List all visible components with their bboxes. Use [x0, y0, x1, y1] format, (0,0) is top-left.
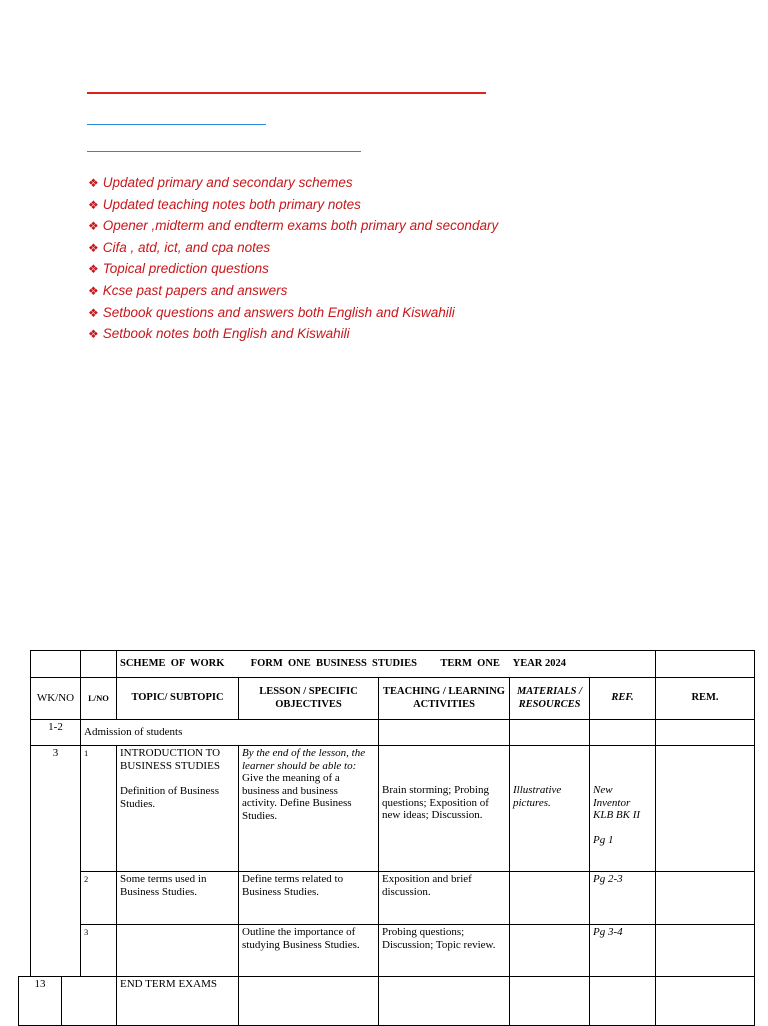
header-rem: REM.	[656, 678, 755, 720]
header-lno: L/NO	[81, 678, 117, 720]
table-row	[19, 977, 755, 1026]
header-wk: WK/NO	[31, 678, 81, 720]
promo-item: ❖ Kcse past papers and answers	[88, 282, 288, 298]
resources-cell	[510, 746, 590, 872]
empty-cell	[656, 746, 755, 872]
header-resources: MATERIALS / RESOURCES	[510, 678, 590, 720]
empty-cell	[510, 720, 590, 746]
empty-cell	[62, 977, 117, 1026]
lesson-number: 3	[81, 925, 117, 977]
ref-cell	[590, 746, 656, 872]
red-rule	[87, 92, 486, 94]
week-cell: 13	[19, 977, 62, 1026]
subtopic-text: Definition of Business Studies.	[120, 785, 219, 810]
empty-cell	[656, 872, 755, 925]
diamond-bullet-icon: ❖	[88, 176, 99, 190]
promo-item: ❖ Setbook notes both English and Kiswahili	[88, 326, 350, 342]
end-term-text: END TERM EXAMS	[117, 977, 239, 1026]
ref-page: Pg 1	[593, 833, 614, 846]
scheme-title: SCHEME OF WORK FORM ONE BUSINESS STUDIES TERM ONE YEAR 2024	[117, 651, 656, 678]
scheme-of-work-table	[30, 650, 755, 977]
diamond-bullet-icon: ❖	[88, 283, 99, 298]
header-row	[31, 678, 755, 720]
resources-text: Illustrative pictures.	[513, 784, 562, 809]
diamond-bullet-icon: ❖	[88, 240, 99, 255]
empty-cell	[590, 720, 656, 746]
promo-item: ❖ Topical prediction questions	[88, 261, 269, 277]
topic-cell	[117, 746, 239, 872]
promo-item: ❖ Opener ,midterm and endterm exams both primary and secondary	[88, 218, 499, 234]
promo-item: ❖ Setbook questions and answers both English and Kiswahili	[88, 304, 455, 320]
title-row	[31, 651, 755, 678]
objectives-text: Give the meaning of a business and business activity. Define Business Studies.	[242, 772, 352, 822]
empty-cell	[656, 925, 755, 977]
ref-cell: Pg 2-3	[590, 872, 656, 925]
activities-cell: Probing questions; Discussion; Topic review.	[379, 925, 510, 977]
objectives-cell	[239, 746, 379, 872]
empty-cell	[510, 872, 590, 925]
activities-cell: Exposition and brief discussion.	[379, 872, 510, 925]
promo-item: ❖ Updated teaching notes both primary notes	[88, 196, 361, 212]
week-cell: 3	[31, 746, 81, 977]
empty-cell	[379, 720, 510, 746]
header-ref: REF.	[590, 678, 656, 720]
lesson-number: 2	[81, 872, 117, 925]
lesson-number: 1	[81, 746, 117, 872]
week-cell: 1-2	[31, 720, 81, 746]
title-blank-cell	[81, 651, 117, 678]
admission-text: Admission of students	[81, 720, 379, 746]
table-row	[31, 925, 755, 977]
empty-cell	[510, 925, 590, 977]
header-topic: TOPIC/ SUBTOPIC	[117, 678, 239, 720]
empty-cell	[656, 720, 755, 746]
empty-cell	[590, 977, 656, 1026]
promo-item: ❖ Cifa , atd, ict, and cpa notes	[88, 239, 271, 255]
blue-rule	[87, 124, 266, 125]
empty-cell	[379, 977, 510, 1026]
empty-cell	[239, 977, 379, 1026]
topic-title: INTRODUCTION TO BUSINESS STUDIES	[120, 747, 221, 772]
diamond-bullet-icon: ❖	[88, 219, 99, 234]
table-row	[31, 872, 755, 925]
activities-text: Brain storming; Probing questions; Exposition of new ideas; Discussion.	[382, 784, 489, 821]
green-rule	[87, 151, 361, 152]
header-objectives: LESSON / SPECIFIC OBJECTIVES	[239, 678, 379, 720]
activities-cell	[379, 746, 510, 872]
diamond-bullet-icon: ❖	[88, 305, 99, 320]
ref-cell: Pg 3-4	[590, 925, 656, 977]
promo-item: ❖ Updated primary and secondary schemes	[88, 175, 353, 190]
title-blank-cell	[656, 651, 755, 678]
objectives-cell: Outline the importance of studying Business Studies.	[239, 925, 379, 977]
objectives-cell: Define terms related to Business Studies.	[239, 872, 379, 925]
empty-cell	[656, 977, 755, 1026]
topic-cell: Some terms used in Business Studies.	[117, 872, 239, 925]
end-term-row-table	[18, 976, 755, 1026]
table-row	[31, 746, 755, 872]
objectives-intro: By the end of the lesson, the learner should be able to:	[242, 747, 366, 772]
table-row	[31, 720, 755, 746]
diamond-bullet-icon: ❖	[88, 262, 99, 277]
empty-cell	[117, 925, 239, 977]
diamond-bullet-icon: ❖	[88, 197, 99, 212]
title-blank-cell	[31, 651, 81, 678]
header-activities: TEACHING / LEARNING ACTIVITIES	[379, 678, 510, 720]
empty-cell	[510, 977, 590, 1026]
promo-list	[88, 172, 498, 345]
ref-text: New Inventor KLB BK II	[593, 784, 641, 821]
diamond-bullet-icon: ❖	[88, 327, 99, 342]
